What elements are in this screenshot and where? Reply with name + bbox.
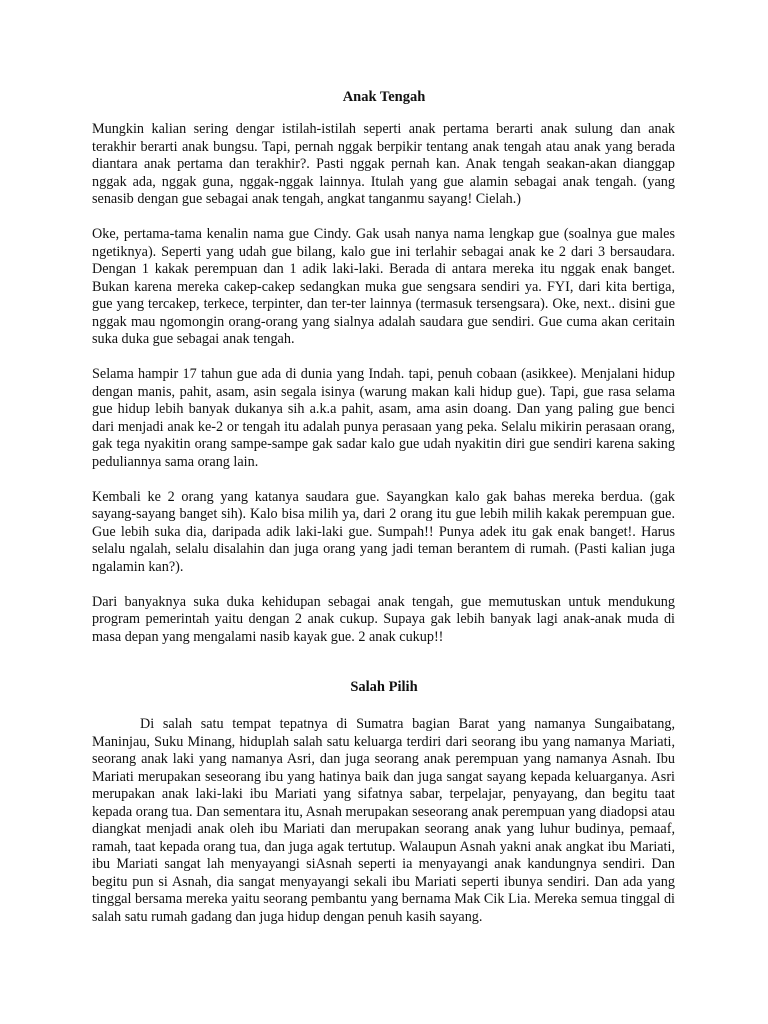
paragraph: Oke, pertama-tama kenalin nama gue Cindy. Gak usah nanya nama lengkap gue (soalnya gue males ngetiknya). Seperti yang udah gue bilang, kalo gue ini terlahir sebagai anak ke 2 dari 3 bersaudara. Dengan 1 kakak perempuan dan 1 adik laki-laki. Berada di antara mereka itu nggak enak banget. Bukan karena mereka cakep-cakep sedangkan muka gue sengsara sendiri ya. FYI, dari kita bertiga, gue yang tercakep, terkece, terpinter, dan ter-ter lainnya (termasuk tersengsara). Oke, next.. disini gue nggak mau ngomongin orang-orang yang sialnya adalah saudara gue sendiri. Gue cuma akan ceritain suka duka gue sebagai anak tengah. <box>92 226 675 347</box>
paragraph: Di salah satu tempat tepatnya di Sumatra bagian Barat yang namanya Sungaibatang, Maninjau, Suku Minang, hiduplah salah satu keluarga terdiri dari seorang ibu yang namanya Mariati, seorang anak laki yang namanya Asri, dan juga seorang anak perempuan yang namanya Asnah. Ibu Mariati merupakan seseorang ibu yang hatinya baik dan juga sangat sayang kepada keluarganya. Asri merupakan anak laki-laki ibu Mariati yang sifatnya sabar, terpelajar, penyayang, dan begitu taat kepada orang tua. Dan sementara itu, Asnah merupakan seseorang anak perempuan yang diadopsi atau diangkat menjadi anak oleh ibu Mariati dan merupakan seorang anak yang luhur budinya, pemaaf, ramah, taat kepada orang tua, dan juga agak tertutup. Walaupun Asnah yakni anak angkat ibu Mariati, ibu Mariati sangat lah menyayangi siAsnah seperti ia menyayangi anak kandungnya sendiri. Dan begitu pun si Asnah, dia sangat menyayangi sekali ibu Mariati seperti ibunya sendiri. Dan ada yang tinggal bersama mereka yaitu seorang pembantu yang bernama Mak Cik Lia. Mereka semua tinggal di salah satu rumah gadang dan juga hidup dengan penuh kasih sayang. <box>92 716 675 925</box>
section-title-salah-pilih: Salah Pilih <box>350 679 418 695</box>
paragraph: Mungkin kalian sering dengar istilah-istilah seperti anak pertama berarti anak sulung dan anak terakhir berarti anak bungsu. Tapi, pernah nggak berpikir tentang anak tengah atau anak yang berada diantara anak pertama dan terakhir?. Pasti nggak pernah kan. Anak tengah seakan-akan dianggap nggak ada, nggak guna, nggak-nggak lainnya. Itulah yang gue alamin sebagai anak tengah. (yang senasib dengan gue sebagai anak tengah, angkat tanganmu sayang! Cielah.) <box>92 121 675 207</box>
section-title-anak-tengah: Anak Tengah <box>342 89 426 105</box>
paragraph: Kembali ke 2 orang yang katanya saudara gue. Sayangkan kalo gak bahas mereka berdua. (gak sayang-sayang banget sih). Kalo bisa milih ya, dari 2 orang itu gue lebih milih kakak perempuan gue. Gue lebih suka dia, daripada adik laki-laki gue. Sumpah!! Punya adek itu gak enak banget!. Harus selalu ngalah, selalu disalahin dan juga orang yang jadi teman berantem di rumah. (Pasti kalian juga ngalamin kan?). <box>92 488 675 575</box>
section-anak-tengah <box>92 121 675 664</box>
section-salah-pilih <box>92 716 675 926</box>
paragraph: Dari banyaknya suka duka kehidupan sebagai anak tengah, gue memutuskan untuk mendukung program pemerintah yaitu dengan 2 anak cukup. Supaya gak lebih banyak lagi anak-anak muda di masa depan yang mengalami nasib kayak gue. 2 anak cukup!! <box>92 593 675 645</box>
paragraph: Selama hampir 17 tahun gue ada di dunia yang Indah. tapi, penuh cobaan (asikkee). Menjalani hidup dengan manis, pahit, asam, asin segala isinya (warung makan kali hidup gue). Tapi, gue rasa selama gue hidup lebih banyak dukanya sih a.k.a pahit, asam, ama asin doang. Dan yang paling gue benci dari menjadi anak ke-2 or tengah itu adalah punya perasaan yang peka. Selalu mikirin perasaan orang, gak tega nyakitin orang sampe-sampe gak sadar kalo gue udah nyakitin diri gue sendiri karena saking peduliannya sama orang lain. <box>92 366 675 470</box>
